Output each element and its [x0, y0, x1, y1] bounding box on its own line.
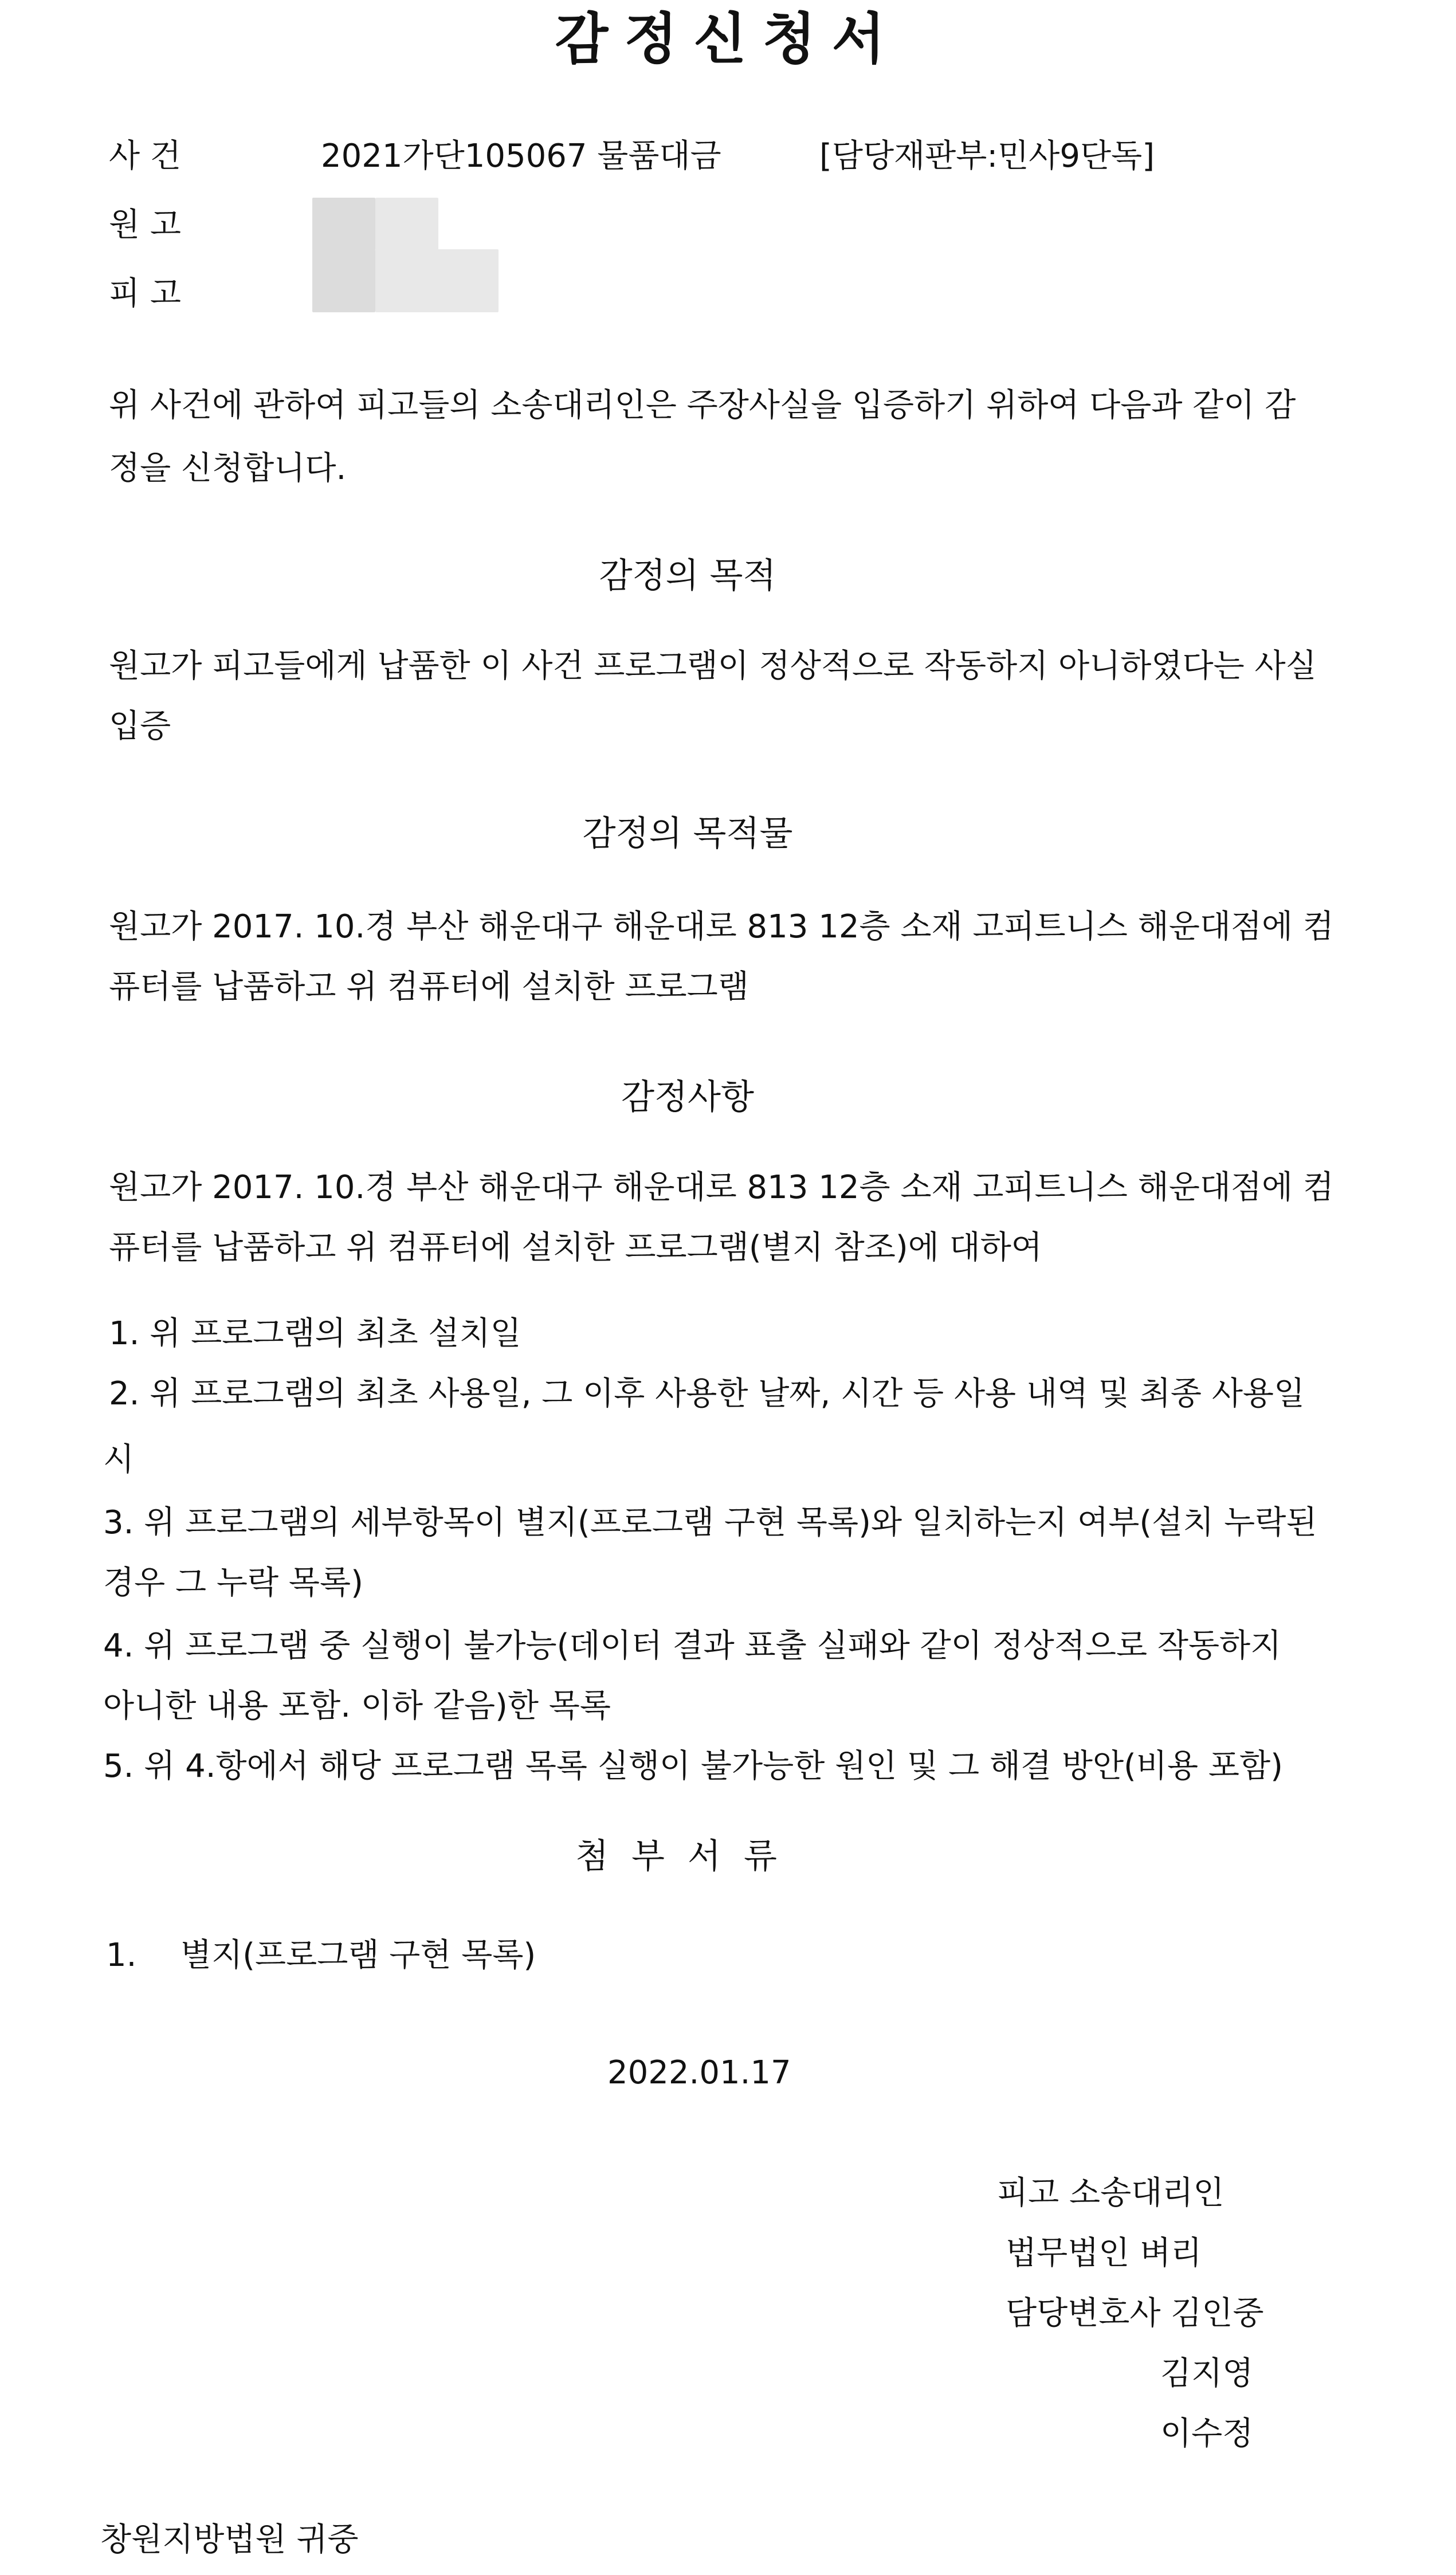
matters-line-2: 퓨터를 납품하고 위 컴퓨터에 설치한 프로그램(별지 참조)에 대하여 [109, 1229, 1042, 1266]
plaintiff-label: 원 고 [109, 206, 181, 244]
case-number: 2021가단105067 물품대금 [321, 138, 721, 175]
attorney-name: 이수정 [1160, 2415, 1254, 2452]
list-item: 2. 위 프로그램의 최초 사용일, 그 이후 사용한 날짜, 시간 등 사용 내역 및 최종 사용일 [109, 1375, 1305, 1412]
plaintiff-redacted [312, 198, 375, 250]
list-item: 4. 위 프로그램 중 실행이 불가능(데이터 결과 표출 실패와 같이 정상적으로 작동하지 [103, 1627, 1282, 1665]
case-label: 사 건 [109, 138, 181, 175]
list-item: 3. 위 프로그램의 세부항목이 별지(프로그램 구현 목록)와 일치하는지 여부(설치 누락된 [103, 1504, 1317, 1541]
list-item: 1. 위 프로그램의 최초 설치일 [109, 1315, 521, 1352]
attorney-in-charge: 담당변호사 김인중 [1006, 2295, 1264, 2332]
list-item: 경우 그 누락 목록) [103, 1564, 363, 1601]
signature-role: 피고 소송대리인 [997, 2174, 1225, 2212]
plaintiff-redacted-2 [375, 198, 438, 250]
document-title: 감정신청서 [555, 7, 901, 71]
object-line-1: 원고가 2017. 10.경 부산 해운대구 해운대로 813 12층 소재 고피트니스 해운대점에 컴 [109, 908, 1335, 945]
intro-line-2: 정을 신청합니다. [109, 450, 347, 487]
court-division: [담당재판부:민사9단독] [819, 138, 1155, 175]
document-date: 2022.01.17 [607, 2054, 791, 2091]
object-heading: 감정의 목적물 [582, 814, 793, 854]
attorney-name: 김지영 [1160, 2355, 1254, 2392]
purpose-heading: 감정의 목적 [599, 556, 776, 596]
list-item: 시 [103, 1441, 135, 1478]
purpose-line-1: 원고가 피고들에게 납품한 이 사건 프로그램이 정상적으로 작동하지 아니하였다는 사실 [109, 647, 1317, 685]
defendant-label: 피 고 [109, 275, 181, 312]
purpose-line-2: 입증 [109, 708, 171, 745]
court-addressee: 창원지방법원 귀중 [100, 2521, 359, 2558]
object-line-2: 퓨터를 납품하고 위 컴퓨터에 설치한 프로그램 [109, 968, 749, 1006]
list-item: 5. 위 4.항에서 해당 프로그램 목록 실행이 불가능한 원인 및 그 해결 방안(비용 포함) [103, 1748, 1283, 1785]
defendant-redacted-2 [375, 249, 499, 312]
defendant-redacted [312, 249, 375, 312]
matters-heading: 감정사항 [621, 1077, 754, 1117]
matters-line-1: 원고가 2017. 10.경 부산 해운대구 해운대로 813 12층 소재 고피트니스 해운대점에 컴 [109, 1169, 1335, 1206]
list-item: 아니한 내용 포함. 이하 같음)한 목록 [103, 1687, 611, 1725]
intro-line-1: 위 사건에 관하여 피고들의 소송대리인은 주장사실을 입증하기 위하여 다음과 같이 감 [109, 387, 1296, 424]
law-firm: 법무법인 벼리 [1006, 2235, 1202, 2272]
attachment-item: 별지(프로그램 구현 목록) [180, 1937, 536, 1974]
attachment-number: 1. [106, 1937, 137, 1974]
attachments-heading: 첨부서류 [575, 1836, 800, 1877]
